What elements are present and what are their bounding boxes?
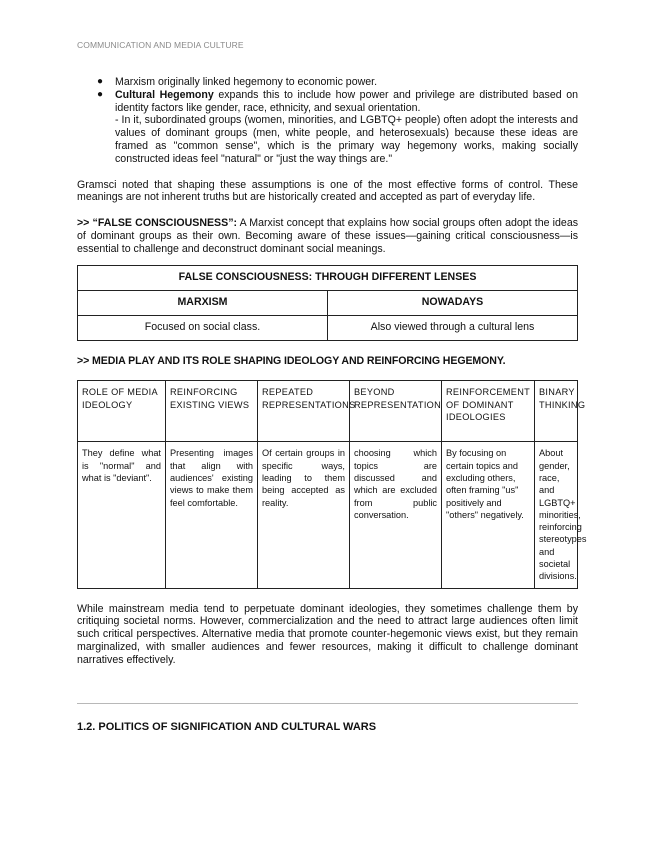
paragraph-gramsci: Gramsci noted that shaping these assumptions is one of the most effective forms of control. These meanings are not inherent truths but are historically created and accepted as part of everyday life.	[77, 178, 578, 204]
lens-table-title: FALSE CONSCIOUSNESS: THROUGH DIFFERENT LENSES	[78, 265, 578, 290]
false-consciousness-label: >> “FALSE CONSCIOUSNESS”:	[77, 217, 238, 230]
bullet-text: Marxism originally linked hegemony to economic power.	[115, 76, 378, 88]
bullet-list	[77, 76, 578, 166]
paragraph-mainstream-media: While mainstream media tend to perpetuate dominant ideologies, they sometimes challenge them by critiquing societal norms. However, commercialization and the need to attract large audiences often limit such critical perspectives. Alternative media that promote counter-hegemonic views exist, but they remain marginalized, with smaller audiences and fewer resources, making it difficult to challenge dominant narratives effectively.	[77, 602, 578, 666]
list-item	[77, 76, 578, 89]
media-heading: >> MEDIA PLAY AND ITS ROLE SHAPING IDEOLOGY AND REINFORCING HEGEMONY.	[77, 354, 506, 367]
section-heading: 1.2. POLITICS OF SIGNIFICATION AND CULTURAL WARS	[77, 721, 377, 733]
media-cell-beyond: choosing which topics are discussed and which are excluded from public conversation.	[350, 442, 442, 588]
bullet-bold-term: Cultural Hegemony	[115, 88, 214, 101]
media-header-dominant: REINFORCEMENT OF DOMINANT IDEOLOGIES	[442, 381, 535, 442]
bullet-icon: ●	[97, 76, 104, 87]
running-header: COMMUNICATION AND MEDIA CULTURE	[77, 40, 244, 50]
bullet-subtext: - In it, subordinated groups (women, minorities, and LGBTQ+ people) often adopt the interests and values of dominant groups (men, white people, and heterosexuals) because these ideas are framed as "common sense", which is the primary way hegemony works, making socially constructed ideas feel "natural" or "just the way things are."	[115, 114, 578, 165]
main-content	[77, 76, 587, 667]
media-header-repeated: REPEATED REPRESENTATIONS	[258, 381, 350, 442]
media-cell-binary: About gender, race, and LGBTQ+ minorities, reinforcing stereotypes and societal divisions.	[535, 442, 578, 588]
bullet-icon: ●	[97, 88, 104, 100]
lens-col-marxism-header: MARXISM	[78, 290, 328, 315]
lens-col-nowadays-header: NOWADAYS	[328, 290, 578, 315]
media-cell-dominant: By focusing on certain topics and excluding others, often framing "us" positively and "others" negatively.	[442, 442, 535, 588]
media-header-binary: BINARY THINKING	[535, 381, 578, 442]
false-consciousness-table	[77, 265, 578, 341]
media-cell-repeated: Of certain groups in specific ways, leading to them being accepted as reality.	[258, 442, 350, 588]
paragraph-false-consciousness	[77, 217, 578, 255]
media-header-beyond: BEYOND REPRESENTATION	[350, 381, 442, 442]
list-item	[77, 89, 578, 166]
table-row	[78, 381, 578, 442]
bullet-text: expands this to include how power and privilege are distributed based on identity factors like gender, race, ethnicity, and sexual orientation.	[115, 88, 579, 114]
media-header-reinforcing: REINFORCING EXISTING VIEWS	[166, 381, 258, 442]
lens-col-marxism-value: Focused on social class.	[78, 315, 328, 340]
false-consciousness-text: A Marxist concept that explains how social groups often adopt the ideas of dominant groups as their own. Becoming aware of these issues—gaining critical consciousness—is essential to challenge and deconstruct dominant social meanings.	[77, 217, 579, 255]
media-role-table	[77, 380, 587, 588]
section-divider	[77, 703, 578, 704]
lens-col-nowadays-value: Also viewed through a cultural lens	[328, 315, 578, 340]
media-header-role: ROLE OF MEDIA IDEOLOGY	[78, 381, 166, 442]
table-row	[78, 442, 578, 588]
media-cell-role: They define what is "normal" and what is "deviant".	[78, 442, 166, 588]
media-cell-reinforcing: Presenting images that align with audiences' existing views to make them feel comfortable.	[166, 442, 258, 588]
